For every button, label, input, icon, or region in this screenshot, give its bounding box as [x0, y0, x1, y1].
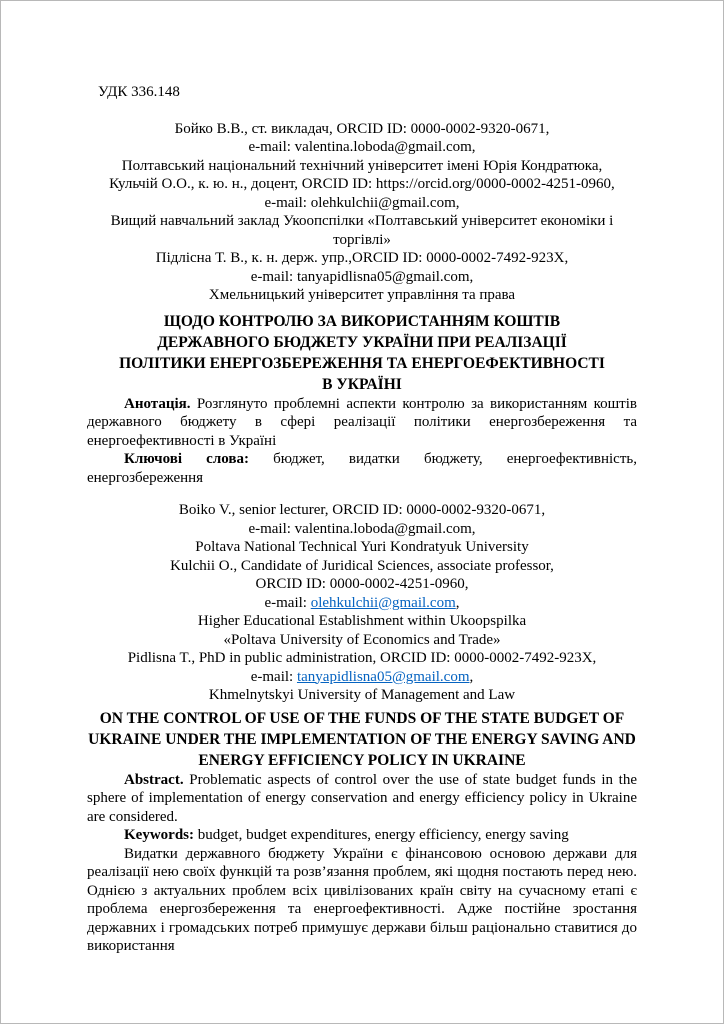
- author-email-line-uk: e-mail: tanyapidlisna05@gmail.com,: [250, 268, 474, 285]
- keywords-uk: [87, 450, 637, 487]
- author-line-uk: Підлісна Т. В., к. н. держ. упр.,ORCID ID: 0000-0002-7492-923X,: [155, 250, 569, 266]
- author-email-line-en: [87, 668, 637, 687]
- author-line-uk: Бойко В.В., ст. викладач, ORCID ID: 0000-0002-9320-0671,: [174, 120, 550, 137]
- authors-block-uk: [87, 120, 637, 305]
- authors-block-en: [87, 501, 637, 705]
- author-email-line-en: [87, 594, 637, 613]
- abstract-en-label: Abstract.: [124, 771, 184, 788]
- affiliation-line-en: Khmelnytskyi University of Management and Law: [208, 687, 516, 703]
- author-line-en: Kulchii O., Candidate of Juridical Sciences, associate professor,: [170, 557, 554, 574]
- title-uk-line: ДЕРЖАВНОГО БЮДЖЕТУ УКРАЇНИ ПРИ РЕАЛІЗАЦІЇ: [157, 333, 567, 351]
- title-uk-line: ПОЛІТИКИ ЕНЕРГОЗБЕРЕЖЕННЯ ТА ЕНЕРГОЕФЕКТИВНОСТІ: [119, 354, 605, 372]
- author-line-uk: Кульчій О.О., к. ю. н., доцент, ORCID ID: https://orcid.org/0000-0002-4251-0960,: [109, 176, 615, 192]
- abstract-uk-label: Анотація.: [124, 395, 191, 412]
- title-uk-line: В УКРАЇНІ: [322, 375, 402, 393]
- author-email-line-en: e-mail: valentina.loboda@gmail.com,: [248, 520, 476, 537]
- keywords-en-text: budget, budget expenditures, energy efficiency, energy saving: [194, 827, 569, 843]
- affiliation-line-uk: Вищий навчальний заклад Укоопспілки «Полтавський університет економіки і торгівлі»: [110, 213, 614, 248]
- author-line-en: Boiko V., senior lecturer, ORCID ID: 0000-0002-9320-0671,: [178, 502, 546, 518]
- keywords-en: [87, 826, 637, 845]
- abstract-en-text: Problematic aspects of control over the use of state budget funds in the sphere of implementation of energy conservation and energy efficiency policy in Ukraine are considered.: [87, 771, 637, 825]
- orcid-line-en: ORCID ID: 0000-0002-4251-0960,: [255, 576, 469, 592]
- affiliation-line-en: Higher Educational Establishment within Ukoopspilka: [197, 613, 527, 629]
- affiliation-line-uk: Хмельницький університет управління та права: [208, 287, 516, 303]
- author-email-line-uk: e-mail: valentina.loboda@gmail.com,: [248, 139, 476, 155]
- title-en-line: ON THE CONTROL OF USE OF THE FUNDS OF THE STATE BUDGET OF: [99, 709, 625, 727]
- affiliation-line-uk: Полтавський національний технічний університет імені Юрія Кондратюка,: [121, 157, 603, 174]
- email-suffix: ,: [455, 594, 460, 611]
- keywords-uk-label: Ключові слова:: [124, 451, 249, 467]
- udc-number: УДК 336.148: [98, 84, 180, 100]
- author-line-en: Pidlisna T., PhD in public administration, ORCID ID: 0000-0002-7492-923X,: [127, 650, 597, 666]
- title-en-line: ENERGY EFFICIENCY POLICY IN UKRAINE: [198, 751, 526, 769]
- affiliation-line-en: Poltava National Technical Yuri Kondratyuk University: [195, 539, 529, 555]
- affiliation-line-en: «Poltava University of Economics and Trade»: [223, 631, 501, 648]
- abstract-en: [87, 771, 637, 827]
- email-prefix: e-mail:: [264, 594, 311, 611]
- article-title-en: [87, 708, 637, 771]
- article-title-uk: [87, 311, 637, 395]
- author-email-line-uk: e-mail: olehkulchii@gmail.com,: [264, 194, 460, 211]
- email-link-pidlisna[interactable]: tanyapidlisna05@gmail.com: [296, 668, 470, 685]
- title-en-line: UKRAINE UNDER THE IMPLEMENTATION OF THE ENERGY SAVING AND: [88, 730, 636, 748]
- abstract-uk: [87, 395, 637, 451]
- body-paragraph-1: Видатки державного бюджету України є фінансовою основою держави для реалізації нею своїх функцій та розв’язання проблем, які щодня постають перед нею. Однією з актуальних проблем всіх цивілізованих країн світу на сучасному етапі є проблема енергозбереження та енергоефективності. Адже постійне зростання державних і громадських потреб примушує держави більш раціонально ставитися до використання: [87, 845, 637, 954]
- email-suffix: ,: [469, 668, 474, 685]
- abstract-uk-text: Розглянуто проблемні аспекти контролю за використанням коштів державного бюджету в сфері реалізації політики енергозбереження та енергоефективності в Україні: [87, 395, 637, 449]
- keywords-uk-text: бюджет, видатки бюджету, енергоефективність, енергозбереження: [87, 451, 637, 486]
- email-link-kulchii[interactable]: olehkulchii@gmail.com: [310, 594, 456, 611]
- email-prefix: e-mail:: [250, 668, 297, 685]
- keywords-en-label: Keywords:: [124, 827, 194, 843]
- title-uk-line: ЩОДО КОНТРОЛЮ ЗА ВИКОРИСТАННЯМ КОШТІВ: [163, 312, 561, 330]
